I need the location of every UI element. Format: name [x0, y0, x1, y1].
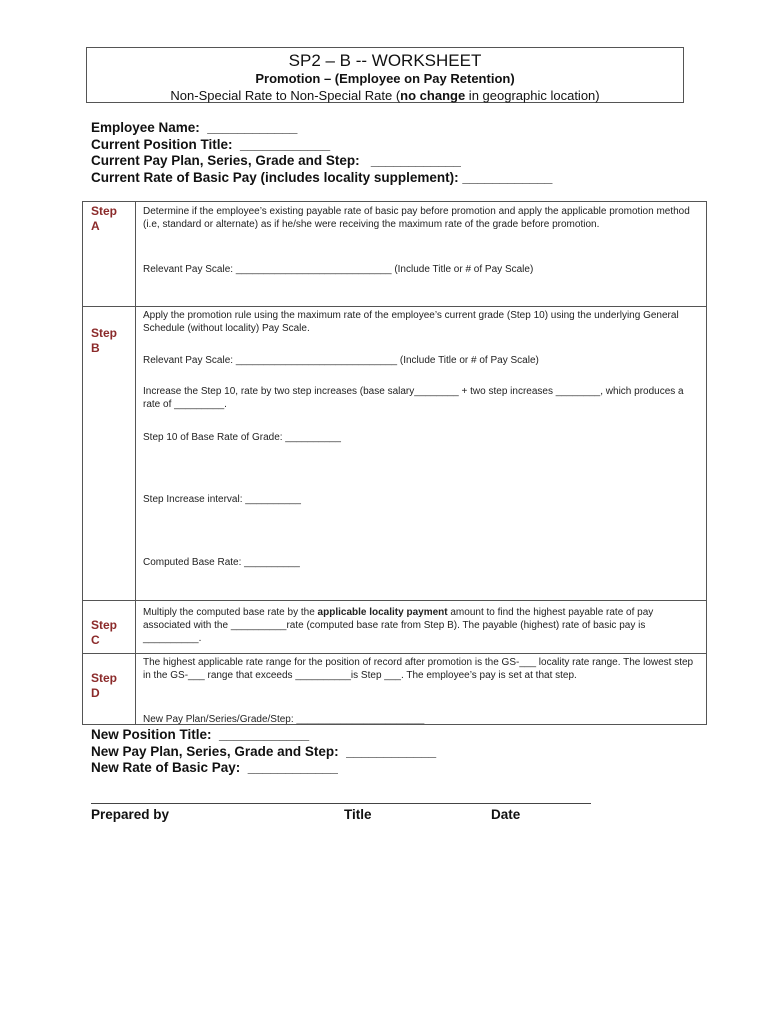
step-c-label-letter: C [91, 633, 100, 647]
employee-info [91, 120, 552, 186]
step-c-label-word: Step [91, 618, 118, 632]
new-pay-plan-field[interactable]: New Pay Plan, Series, Grade and Step: ____________ [91, 743, 437, 759]
step-d-instructions[interactable]: The highest applicable rate range for the position of record after promotion is the GS-___ locality rate range. The lowest step in the GS-___ range that exceeds __________is Step ___. The employee’s pay is set at that step. [143, 657, 694, 681]
step-b-label-letter: B [91, 341, 100, 355]
worksheet-title: SP2 – B -- WORKSHEET [288, 51, 482, 70]
new-position-field[interactable]: New Position Title: ____________ [91, 727, 310, 742]
step-c-label [83, 601, 136, 653]
current-pay-plan-field[interactable]: Current Pay Plan, Series, Grade and Step: ____________ [91, 153, 461, 168]
step-c-text-bold: applicable locality payment [317, 607, 448, 618]
new-rate-field[interactable]: New Rate of Basic Pay: ____________ [91, 760, 338, 775]
current-position-field[interactable]: Current Position Title: ____________ [91, 136, 331, 152]
step-b-interval-field[interactable]: Step Increase interval: __________ [143, 494, 301, 505]
step-d-new-pay-plan-field[interactable] [143, 713, 700, 726]
step-d-row [83, 653, 706, 724]
prepared-by-label: Prepared by [91, 807, 170, 822]
step-d-label-letter: D [91, 686, 100, 700]
step-a-row [83, 202, 706, 306]
employee-name-field[interactable]: Employee Name: ____________ [91, 120, 298, 135]
step-d-new-pay-plan-label: New Pay Plan/Series/Grade/Step: [143, 714, 297, 725]
worksheet-header [86, 47, 684, 103]
title-label: Title [344, 807, 372, 822]
worksheet-description [87, 87, 683, 104]
description-suffix: in geographic location) [465, 88, 600, 103]
description-bold: no change [400, 88, 466, 103]
step-b-row [83, 306, 706, 600]
current-rate-field[interactable]: Current Rate of Basic Pay (includes locality supplement): ____________ [91, 169, 553, 185]
date-label: Date [491, 807, 521, 822]
step-b-increase-field[interactable]: Increase the Step 10, rate by two step increases (base salary________ + two step increases ________, which produces a rate of _________. [143, 386, 684, 410]
step-c-text-prefix: Multiply the computed base rate by the [143, 607, 318, 618]
step-c-row [83, 600, 706, 653]
step-d-new-pay-plan-blank[interactable]: _______________________ [296, 714, 425, 725]
new-position-info [91, 727, 436, 777]
step-b-label-word: Step [91, 326, 118, 340]
step-a-label-word: Step [91, 204, 118, 218]
step-b-step10-field[interactable]: Step 10 of Base Rate of Grade: __________ [143, 432, 341, 443]
description-prefix: Non-Special Rate to Non-Special Rate ( [170, 88, 401, 103]
step-a-instructions: Determine if the employee’s existing payable rate of basic pay before promotion and apply the applicable promotion method (i.e, standard or alternate) as if he/she were receiving the maximum rate of the grade before promotion. [143, 206, 690, 230]
step-c-instructions[interactable] [143, 606, 700, 645]
step-c-text-suffix: amount to find the highest payable rate of pay associated with the __________rate (computed base rate from Step B). The payable (highest) rate of basic pay is __________. [143, 607, 654, 644]
step-a-pay-scale-field[interactable]: Relevant Pay Scale: ____________________________ (Include Title or # of Pay Scale) [143, 264, 534, 275]
step-b-pay-scale-field[interactable]: Relevant Pay Scale: _____________________________ (Include Title or # of Pay Scale) [143, 355, 539, 366]
step-b-label [83, 307, 136, 600]
worksheet-subtitle: Promotion – (Employee on Pay Retention) [255, 71, 515, 86]
step-d-label [83, 654, 136, 724]
signature-line[interactable] [91, 803, 591, 804]
step-d-label-word: Step [91, 671, 118, 685]
steps-table [82, 201, 707, 725]
step-b-instructions: Apply the promotion rule using the maximum rate of the employee’s current grade (Step 10) using the underlying General Schedule (without locality) Pay Scale. [143, 310, 679, 334]
step-b-computed-rate-field[interactable]: Computed Base Rate: __________ [143, 557, 300, 568]
step-a-label-letter: A [91, 219, 100, 233]
step-a-label [83, 202, 136, 306]
